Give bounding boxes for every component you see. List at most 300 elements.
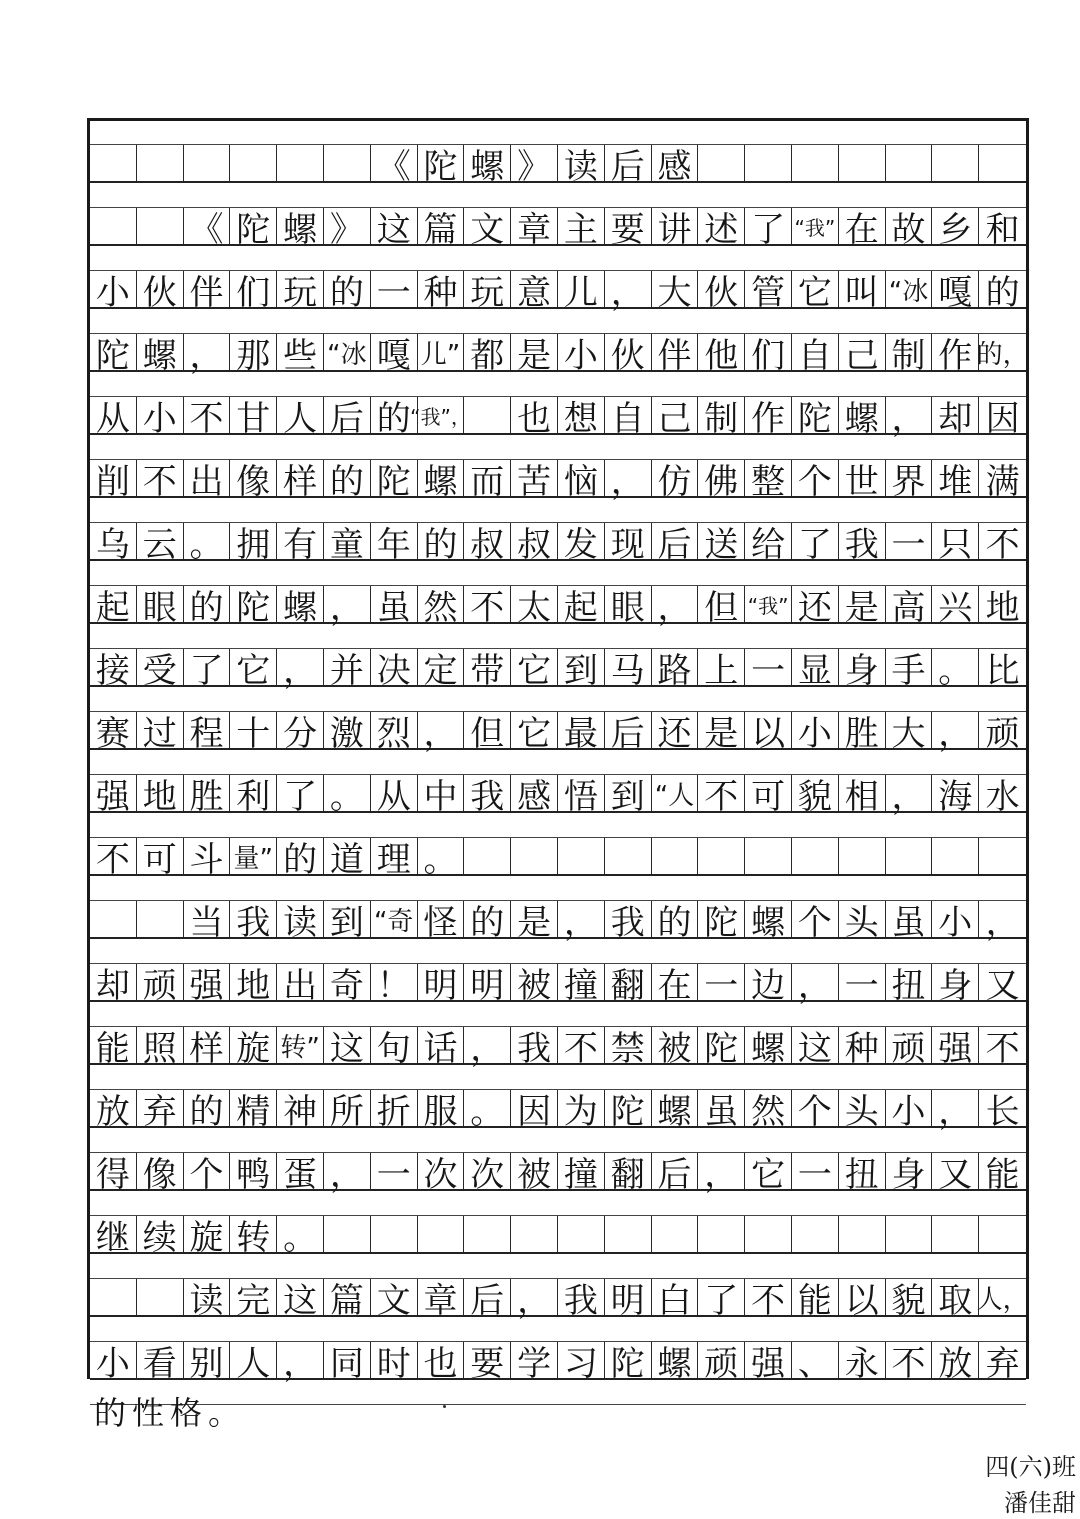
grid-cell: 想 (558, 397, 605, 433)
grid-cell: ， (511, 1279, 558, 1315)
grid-cell: “冰 (886, 271, 933, 307)
grid-cell (90, 901, 137, 937)
grid-cell: 都 (464, 334, 511, 370)
grid-cell: 头 (839, 901, 886, 937)
grid-cell: 长 (985, 1091, 1020, 1132)
grid-cell: 样 (184, 1027, 231, 1063)
grid-cell (90, 145, 137, 181)
grid-cell (652, 838, 699, 874)
grid-cell (605, 1216, 652, 1252)
grid-cell: 了 (698, 1279, 745, 1315)
grid-cell: 我 (605, 901, 652, 937)
grid-cell: 撞 (558, 964, 605, 1000)
grid-cell: 有 (277, 523, 324, 559)
grid-cell: 后 (324, 397, 371, 433)
grid-cell: 螺 (137, 334, 184, 370)
grid-cell: 强 (932, 1027, 979, 1063)
grid-cell: 程 (184, 712, 231, 748)
grid-cell: 精 (230, 1090, 277, 1126)
grid-cell: 为 (558, 1090, 605, 1126)
grid-cell: 因 (511, 1090, 558, 1126)
grid-cell: 是 (839, 586, 886, 622)
grid-cell: 顽 (985, 713, 1020, 754)
grid-cell: 我 (558, 1279, 605, 1315)
grid-cell: 大 (886, 712, 933, 748)
grid-cell: 。 (277, 1216, 324, 1252)
grid-cell: 堆 (932, 460, 979, 496)
grid-cell: 叔 (511, 523, 558, 559)
grid-cell: 被 (652, 1027, 699, 1063)
grid-cell: 胜 (184, 775, 231, 811)
grid-cell: 读 (277, 901, 324, 937)
grid-cell: 斗 (184, 838, 231, 874)
grid-cell: 。 (932, 649, 979, 685)
grid-cell: 完 (230, 1279, 277, 1315)
grid-cell: 小 (558, 334, 605, 370)
grid-cell: 读 (184, 1279, 231, 1315)
grid-cell: 海 (932, 775, 979, 811)
grid-cell: 身 (932, 964, 979, 1000)
grid-cell: 受 (137, 649, 184, 685)
grid-cell: 续 (137, 1216, 184, 1252)
grid-cell: 要 (464, 1342, 511, 1378)
grid-cell: 一 (745, 649, 792, 685)
grid-cell (886, 145, 933, 181)
grid-cell: 明 (418, 964, 465, 1000)
grid-cell: 又 (932, 1153, 979, 1189)
grid-cell: 了 (745, 208, 792, 244)
grid-cell: 不 (558, 1027, 605, 1063)
grid-cell: 们 (745, 334, 792, 370)
grid-cell: 决 (371, 649, 418, 685)
grid-cell: 身 (886, 1153, 933, 1189)
grid-cell: 的 (184, 586, 231, 622)
grid-cell: 《 (371, 145, 418, 181)
grid-cell: 高 (886, 586, 933, 622)
grid-cell: 照 (137, 1027, 184, 1063)
grid-cell: ， (985, 902, 1020, 943)
grid-cell: 能 (90, 1027, 137, 1063)
grid-cell: 继 (90, 1216, 137, 1252)
overflow-text: 的性格。 (94, 1394, 247, 1432)
grid-cell: 撞 (558, 1153, 605, 1189)
grid-cell: 满 (985, 461, 1020, 502)
grid-cell: 学 (511, 1342, 558, 1378)
grid-cell: 的 (277, 838, 324, 874)
grid-cell: 能 (792, 1279, 839, 1315)
grid-cell: 奇 (324, 964, 371, 1000)
grid-cell: 人， (976, 1284, 1029, 1315)
text-row (90, 1153, 1026, 1195)
grid-cell: 人 (230, 1342, 277, 1378)
grid-cell: ， (792, 964, 839, 1000)
grid-cell: 要 (605, 208, 652, 244)
grid-cell: 身 (839, 649, 886, 685)
grid-cell: 能 (985, 1154, 1020, 1195)
grid-cell: 它 (230, 649, 277, 685)
grid-cell: 像 (137, 1153, 184, 1189)
grid-cell: 现 (605, 523, 652, 559)
grid-cell (745, 1216, 792, 1252)
grid-cell: 弃 (137, 1090, 184, 1126)
grid-cell: 后 (652, 1153, 699, 1189)
grid-cell: 却 (90, 964, 137, 1000)
grid-cell: 年 (371, 523, 418, 559)
text-row (90, 586, 1026, 628)
grid-cell: 以 (745, 712, 792, 748)
grid-cell: 折 (371, 1090, 418, 1126)
grid-cell: 而 (464, 460, 511, 496)
grid-cell: 起 (90, 586, 137, 622)
grid-cell: 翻 (605, 1153, 652, 1189)
spacer-strip (90, 813, 1026, 838)
grid-cell: 这 (277, 1279, 324, 1315)
grid-cell: 们 (230, 271, 277, 307)
spacer-strip (90, 1317, 1026, 1342)
spacer-strip (90, 121, 1026, 145)
grid-cell: 又 (985, 965, 1020, 1006)
grid-cell: 旋 (184, 1216, 231, 1252)
grid-cell: 道 (324, 838, 371, 874)
grid-cell: 螺 (745, 901, 792, 937)
grid-cell: 定 (418, 649, 465, 685)
spacer-strip (90, 1128, 1026, 1153)
grid-cell (652, 1216, 699, 1252)
grid-cell: 不 (698, 775, 745, 811)
grid-cell: “人 (652, 775, 699, 811)
grid-cell: 一 (839, 964, 886, 1000)
grid-cell: 小 (932, 901, 979, 937)
grid-cell: 玩 (464, 271, 511, 307)
grid-cell: 读 (558, 145, 605, 181)
grid-cell: 它 (792, 271, 839, 307)
grid-cell: 一 (371, 1153, 418, 1189)
grid-cell: 陀 (698, 1027, 745, 1063)
grid-cell: 时 (371, 1342, 418, 1378)
grid-cell (137, 208, 184, 244)
grid-cell (886, 1216, 933, 1252)
text-row (90, 838, 1026, 880)
grid-cell: 陀 (371, 460, 418, 496)
grid-cell: 也 (418, 1342, 465, 1378)
grid-cell: 陀 (605, 1342, 652, 1378)
grid-cell: 旋 (230, 1027, 277, 1063)
grid-cell: 我 (839, 523, 886, 559)
grid-cell: “我” (745, 586, 792, 622)
grid-cell: 怪 (418, 901, 465, 937)
grid-cell (511, 838, 558, 874)
grid-cell: 陀 (230, 586, 277, 622)
grid-cell: 放 (90, 1090, 137, 1126)
grid-cell: 太 (511, 586, 558, 622)
grid-cell: 感 (511, 775, 558, 811)
grid-cell (979, 145, 1026, 181)
grid-cell: 中 (418, 775, 465, 811)
grid-cell: ， (277, 1342, 324, 1378)
grid-cell: 个 (792, 460, 839, 496)
grid-cell: 是 (511, 901, 558, 937)
grid-cell: 不 (985, 524, 1020, 565)
grid-cell: 地 (985, 587, 1020, 628)
grid-cell: 不 (745, 1279, 792, 1315)
spacer-strip (90, 1002, 1026, 1027)
spacer-strip (90, 624, 1026, 649)
grid-cell: 服 (418, 1090, 465, 1126)
grid-cell: 整 (745, 460, 792, 496)
grid-cell (137, 145, 184, 181)
grid-cell: 最 (558, 712, 605, 748)
grid-cell: 也 (511, 397, 558, 433)
grid-cell: 永 (839, 1342, 886, 1378)
grid-cell: “冰 (324, 334, 371, 370)
grid-cell: 虽 (698, 1090, 745, 1126)
grid-cell: 这 (792, 1027, 839, 1063)
spacer-strip (90, 498, 1026, 523)
character-grid (90, 121, 1029, 1384)
grid-cell: “我” (792, 208, 839, 244)
grid-cell: 作 (745, 397, 792, 433)
grid-cell: ， (464, 1027, 511, 1063)
grid-cell: 管 (745, 271, 792, 307)
grid-cell: 顽 (137, 964, 184, 1000)
grid-cell: 的 (324, 271, 371, 307)
grid-cell: 分 (277, 712, 324, 748)
grid-cell: 儿 (558, 271, 605, 307)
grid-cell: 讲 (652, 208, 699, 244)
grid-cell: 《 (184, 208, 231, 244)
grid-cell: 还 (652, 712, 699, 748)
grid-cell: ， (558, 901, 605, 937)
grid-cell: 己 (652, 397, 699, 433)
grid-cell: 的， (976, 339, 1029, 370)
grid-cell: 制 (886, 334, 933, 370)
grid-cell: 述 (698, 208, 745, 244)
grid-cell: 伴 (184, 271, 231, 307)
grid-cell: 这 (371, 208, 418, 244)
grid-cell: 意 (511, 271, 558, 307)
grid-cell (886, 838, 933, 874)
grid-cell: 利 (230, 775, 277, 811)
grid-cell: 从 (371, 775, 418, 811)
grid-cell: 自 (792, 334, 839, 370)
grid-cell: 了 (184, 649, 231, 685)
grid-cell (932, 1216, 979, 1252)
grid-cell: 伙 (605, 334, 652, 370)
grid-cell: 强 (184, 964, 231, 1000)
grid-cell: 的 (985, 272, 1020, 313)
grid-cell (558, 1216, 605, 1252)
grid-cell: 白 (652, 1279, 699, 1315)
grid-cell: 章 (418, 1279, 465, 1315)
grid-cell: 一 (886, 523, 933, 559)
ink-dot (443, 1405, 446, 1408)
grid-cell: 量” (230, 838, 277, 874)
grid-cell: 上 (698, 649, 745, 685)
grid-cell: 悟 (558, 775, 605, 811)
grid-cell: 陀 (792, 397, 839, 433)
grid-cell: 同 (324, 1342, 371, 1378)
grid-cell: 螺 (418, 460, 465, 496)
text-row (90, 964, 1026, 1006)
spacer-strip (90, 1254, 1026, 1279)
grid-cell: 这 (324, 1027, 371, 1063)
grid-cell: 个 (792, 1090, 839, 1126)
grid-cell: 路 (652, 649, 699, 685)
grid-cell (464, 397, 511, 433)
grid-cell: 螺 (839, 397, 886, 433)
grid-cell: 章 (511, 208, 558, 244)
grid-cell: 得 (90, 1153, 137, 1189)
grid-cell (839, 838, 886, 874)
grid-cell: ， (698, 1153, 745, 1189)
grid-cell (418, 1216, 465, 1252)
grid-cell (558, 838, 605, 874)
grid-cell: 送 (698, 523, 745, 559)
spacer-strip (90, 687, 1026, 712)
grid-cell: 貌 (792, 775, 839, 811)
grid-cell: 句 (371, 1027, 418, 1063)
grid-cell: 个 (792, 901, 839, 937)
grid-cell: 界 (886, 460, 933, 496)
grid-cell: 不 (137, 460, 184, 496)
grid-cell: 作 (932, 334, 979, 370)
grid-cell: 手 (886, 649, 933, 685)
grid-cell: 螺 (652, 1090, 699, 1126)
grid-cell: “奇 (371, 901, 418, 937)
grid-cell: 大 (652, 271, 699, 307)
grid-cell: ， (324, 586, 371, 622)
grid-cell: 出 (277, 964, 324, 1000)
title-row (90, 145, 1026, 187)
grid-cell (184, 145, 231, 181)
spacer-strip (90, 372, 1026, 397)
grid-cell: 儿” (418, 334, 465, 370)
grid-cell: 我 (464, 775, 511, 811)
grid-cell: 嘎 (371, 334, 418, 370)
grid-cell: 陀 (698, 901, 745, 937)
grid-cell: 我 (511, 1027, 558, 1063)
text-row (90, 1279, 1029, 1321)
grid-cell: 的 (184, 1090, 231, 1126)
grid-cell: 兴 (932, 586, 979, 622)
grid-cell: 不 (184, 397, 231, 433)
grid-cell: 烈 (371, 712, 418, 748)
grid-cell: 它 (511, 712, 558, 748)
grid-cell: 篇 (324, 1279, 371, 1315)
grid-cell: 别 (184, 1342, 231, 1378)
grid-cell: 次 (464, 1153, 511, 1189)
grid-cell: 赛 (90, 712, 137, 748)
grid-cell: 给 (745, 523, 792, 559)
grid-cell: 在 (839, 208, 886, 244)
grid-cell: 比 (985, 650, 1020, 691)
grid-cell: 世 (839, 460, 886, 496)
grid-cell: 甘 (230, 397, 277, 433)
grid-cell: 地 (230, 964, 277, 1000)
class-label: 四(六)班 (985, 1453, 1076, 1481)
grid-cell: 不 (886, 1342, 933, 1378)
grid-cell: 强 (90, 775, 137, 811)
grid-cell: 伙 (137, 271, 184, 307)
grid-cell: 个 (184, 1153, 231, 1189)
grid-cell: 小 (137, 397, 184, 433)
grid-cell (745, 145, 792, 181)
grid-cell: 陀 (418, 145, 465, 181)
grid-cell: 顽 (886, 1027, 933, 1063)
grid-cell (839, 145, 886, 181)
grid-cell: 恼 (558, 460, 605, 496)
grid-cell: 过 (137, 712, 184, 748)
grid-cell: 它 (745, 1153, 792, 1189)
grid-cell: ， (932, 1090, 979, 1126)
grid-cell: 的 (371, 397, 418, 433)
grid-cell: 蛋 (277, 1153, 324, 1189)
grid-cell (698, 838, 745, 874)
grid-cell (792, 838, 839, 874)
text-row (90, 1342, 1026, 1384)
grid-cell: 鸭 (230, 1153, 277, 1189)
grid-cell: 。 (418, 838, 465, 874)
grid-cell: 小 (90, 1342, 137, 1378)
grid-cell: 那 (230, 334, 277, 370)
grid-cell (839, 1216, 886, 1252)
grid-cell: 虽 (886, 901, 933, 937)
grid-cell: 当 (184, 901, 231, 937)
grid-cell: 眼 (605, 586, 652, 622)
grid-cell: 文 (371, 1279, 418, 1315)
grid-cell: 被 (511, 964, 558, 1000)
grid-cell: 弃 (985, 1343, 1020, 1384)
grid-cell: 自 (605, 397, 652, 433)
grid-cell: 强 (745, 1342, 792, 1378)
grid-cell (371, 1216, 418, 1252)
grid-cell (792, 145, 839, 181)
grid-cell (979, 1216, 1026, 1252)
grid-cell: 螺 (277, 586, 324, 622)
grid-cell: 叫 (839, 271, 886, 307)
grid-cell (979, 838, 1026, 874)
grid-cell: 的 (464, 901, 511, 937)
grid-cell: 些 (277, 334, 324, 370)
grid-cell: 佛 (698, 460, 745, 496)
grid-cell: 伙 (698, 271, 745, 307)
grid-cell: 不 (90, 838, 137, 874)
grid-cell: 顽 (698, 1342, 745, 1378)
grid-cell: 并 (324, 649, 371, 685)
grid-cell: “我”， (418, 397, 465, 433)
grid-cell: 十 (230, 712, 277, 748)
grid-cell: 螺 (464, 145, 511, 181)
grid-cell: 一 (371, 271, 418, 307)
grid-cell: 然 (745, 1090, 792, 1126)
grid-cell: 文 (464, 208, 511, 244)
grid-cell: 了 (277, 775, 324, 811)
grid-cell (745, 838, 792, 874)
grid-cell: 种 (418, 271, 465, 307)
grid-cell: 然 (418, 586, 465, 622)
grid-cell: 后 (605, 145, 652, 181)
grid-cell: 看 (137, 1342, 184, 1378)
grid-cell: 水 (985, 776, 1020, 817)
text-row (90, 523, 1026, 565)
grid-cell: 和 (985, 209, 1020, 250)
grid-cell: 但 (464, 712, 511, 748)
grid-cell: 、 (792, 1342, 839, 1378)
grid-cell (90, 1279, 137, 1315)
grid-cell: 拥 (230, 523, 277, 559)
grid-cell: 激 (324, 712, 371, 748)
grid-cell (324, 145, 371, 181)
